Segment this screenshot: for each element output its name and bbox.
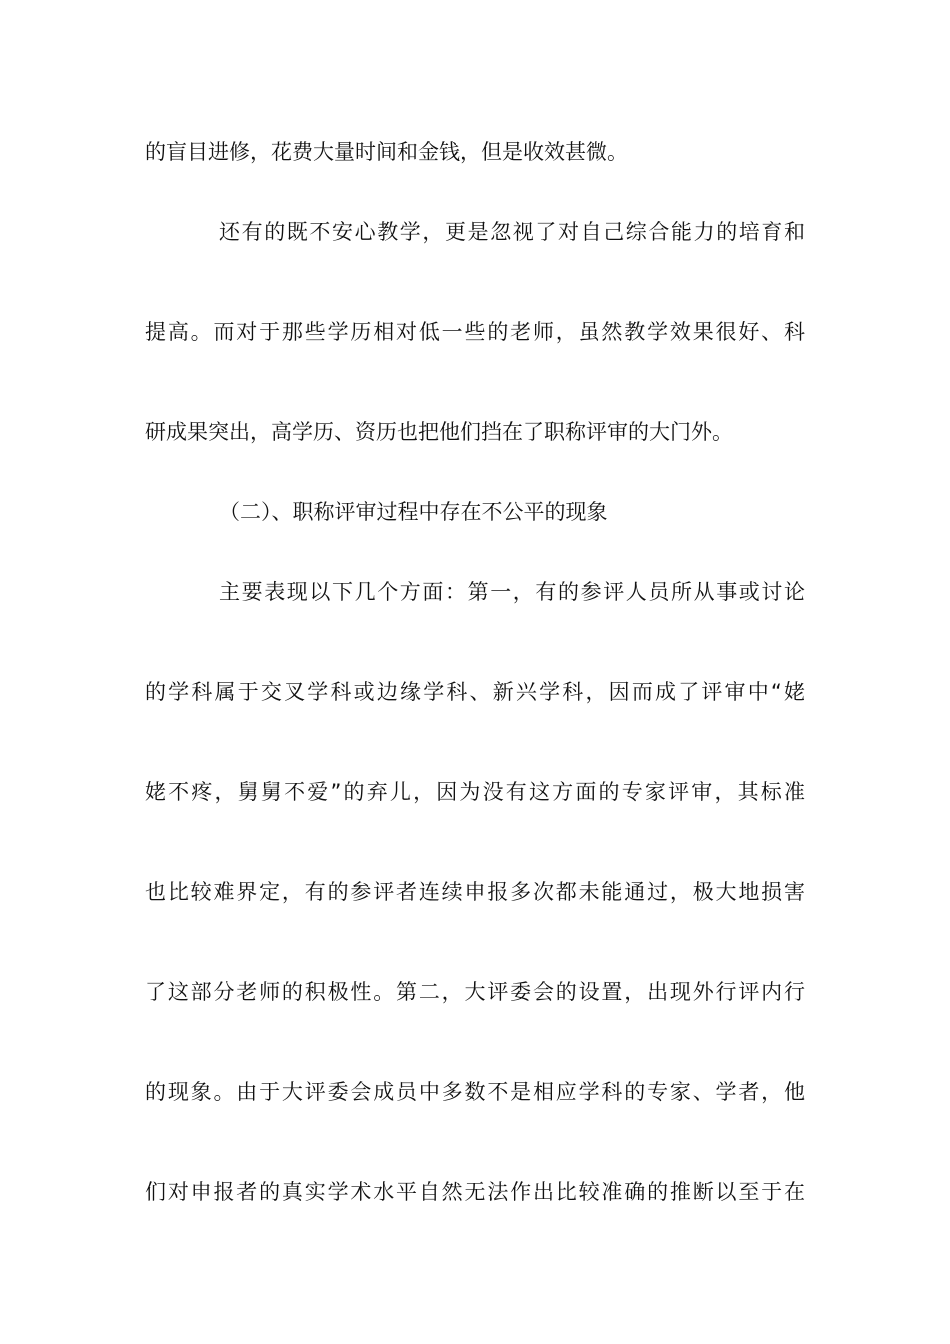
section-heading: （二）、职称评审过程中存在不公平的现象 xyxy=(219,500,608,524)
text-line-10: 了这部分老师的积极性。第二，大评委会的设置，出现外行评内行 xyxy=(145,980,805,1004)
text-line-11: 的现象。由于大评委会成员中多数不是相应学科的专家、学者，他 xyxy=(145,1080,805,1104)
text-line-12: 们对申报者的真实学术水平自然无法作出比较准确的推断以至于在 xyxy=(145,1180,805,1204)
text-line-4: 研成果突出，高学历、资历也把他们挡在了职称评审的大门外。 xyxy=(145,420,733,444)
text-line-1: 的盲目进修，花费大量时间和金钱，但是收效甚微。 xyxy=(145,140,628,164)
text-line-9: 也比较难界定，有的参评者连续申报多次都未能通过，极大地损害 xyxy=(145,880,805,904)
text-line-2: 还有的既不安心教学，更是忽视了对自己综合能力的培育和 xyxy=(219,220,805,244)
text-line-3: 提高。而对于那些学历相对低一些的老师，虽然教学效果很好、科 xyxy=(145,320,805,344)
text-line-6: 主要表现以下几个方面：第一，有的参评人员所从事或讨论 xyxy=(219,580,805,604)
text-line-8: 姥不疼，舅舅不爱”的弃儿，因为没有这方面的专家评审，其标准 xyxy=(145,780,805,804)
text-line-7: 的学科属于交叉学科或边缘学科、新兴学科，因而成了评审中“姥 xyxy=(145,680,805,704)
